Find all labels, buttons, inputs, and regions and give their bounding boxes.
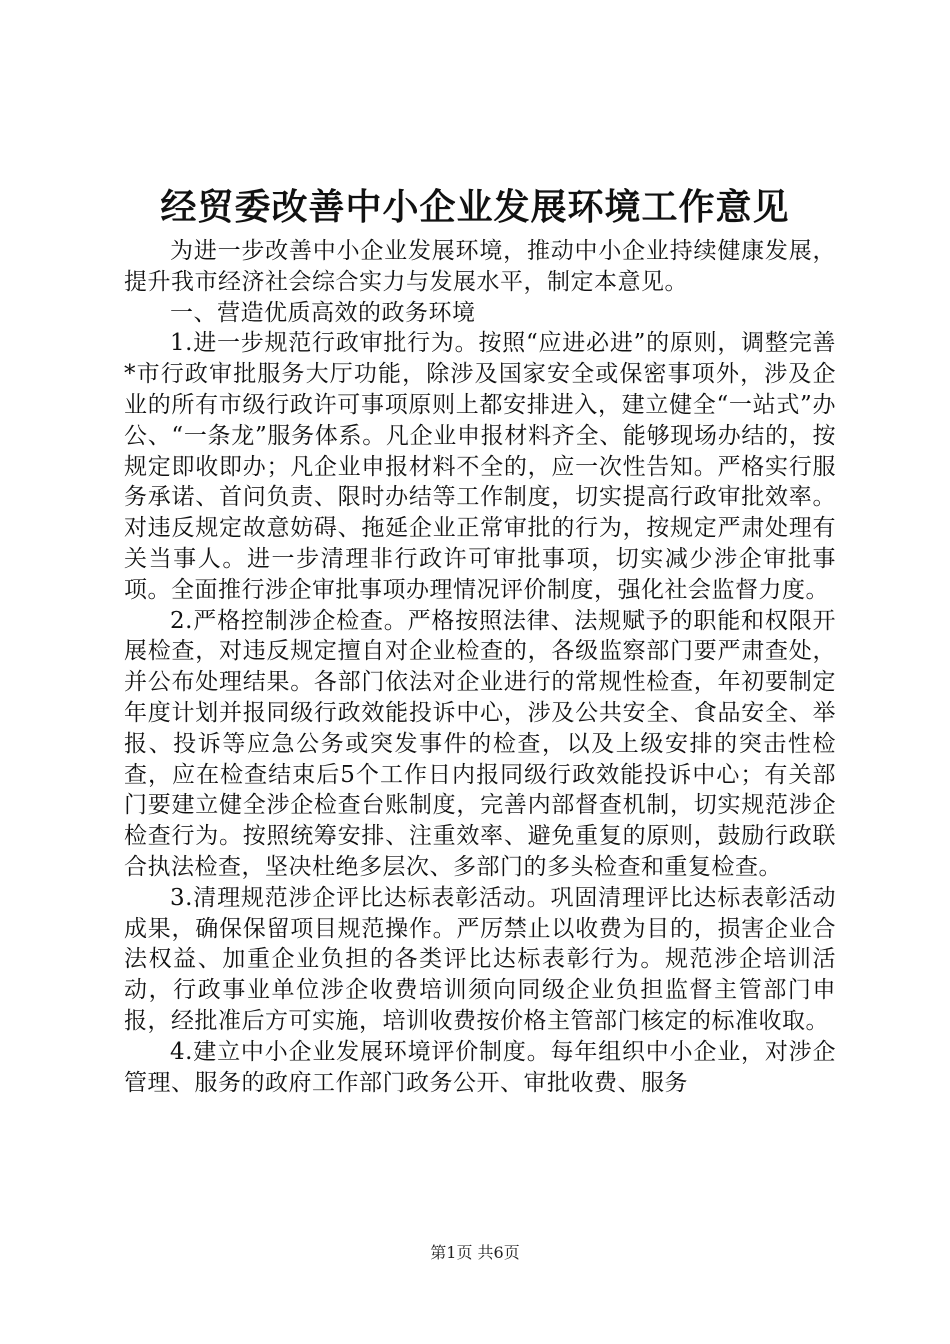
- paragraph-item-1: 1.进一步规范行政审批行为。按照“应进必进”的原则，调整完善*市行政审批服务大厅功能，除涉及国家安全或保密事项外，涉及企业的所有市级行政许可事项原则上都安排进入，建立健全“一站式”办公、“一条龙”服务体系。凡企业申报材料齐全、能够现场办结的，按规定即收即办；凡企业申报材料不全的，应一次性告知。严格实行服务承诺、首问负责、限时办结等工作制度，切实提高行政审批效率。对违反规定故意妨碍、拖延企业正常审批的行为，按规定严肃处理有关当事人。进一步清理非行政许可审批事项，切实减少涉企审批事项。全面推行涉企审批事项办理情况评价制度，强化社会监督力度。: [124, 330, 836, 603]
- document-body: [124, 236, 836, 1098]
- section-heading-1: 一、营造优质高效的政务环境: [170, 299, 476, 326]
- paragraph-item-3: 3.清理规范涉企评比达标表彰活动。巩固清理评比达标表彰活动成果，确保保留项目规范操作。严厉禁止以收费为目的，损害企业合法权益、加重企业负担的各类评比达标表彰行为。规范涉企培训活动，行政事业单位涉企收费培训须向同级企业负担监督主管部门申报，经批准后方可实施，培训收费按价格主管部门核定的标准收取。: [124, 884, 836, 1034]
- page-footer: [0, 1243, 950, 1263]
- page-number-label: 第1页 共6页: [430, 1243, 520, 1262]
- paragraph-item-2: 2.严格控制涉企检查。严格按照法律、法规赋予的职能和权限开展检查，对违反规定擅自对企业检查的，各级监察部门要严肃查处，并公布处理结果。各部门依法对企业进行的常规性检查，年初要制定年度计划并报同级行政效能投诉中心，涉及公共安全、食品安全、举报、投诉等应急公务或突发事件的检查，以及上级安排的突击性检查，应在检查结束后5个工作日内报同级行政效能投诉中心；有关部门要建立健全涉企检查台账制度，完善内部督查机制，切实规范涉企检查行为。按照统筹安排、注重效率、避免重复的原则，鼓励行政联合执法检查，坚决杜绝多层次、多部门的多头检查和重复检查。: [124, 607, 836, 880]
- paragraph-intro: 为进一步改善中小企业发展环境，推动中小企业持续健康发展，提升我市经济社会综合实力与发展水平，制定本意见。: [124, 238, 836, 295]
- document-title: 经贸委改善中小企业发展环境工作意见: [160, 186, 790, 228]
- paragraph-item-4: 4.建立中小企业发展环境评价制度。每年组织中小企业，对涉企管理、服务的政府工作部门政务公开、审批收费、服务: [124, 1038, 836, 1096]
